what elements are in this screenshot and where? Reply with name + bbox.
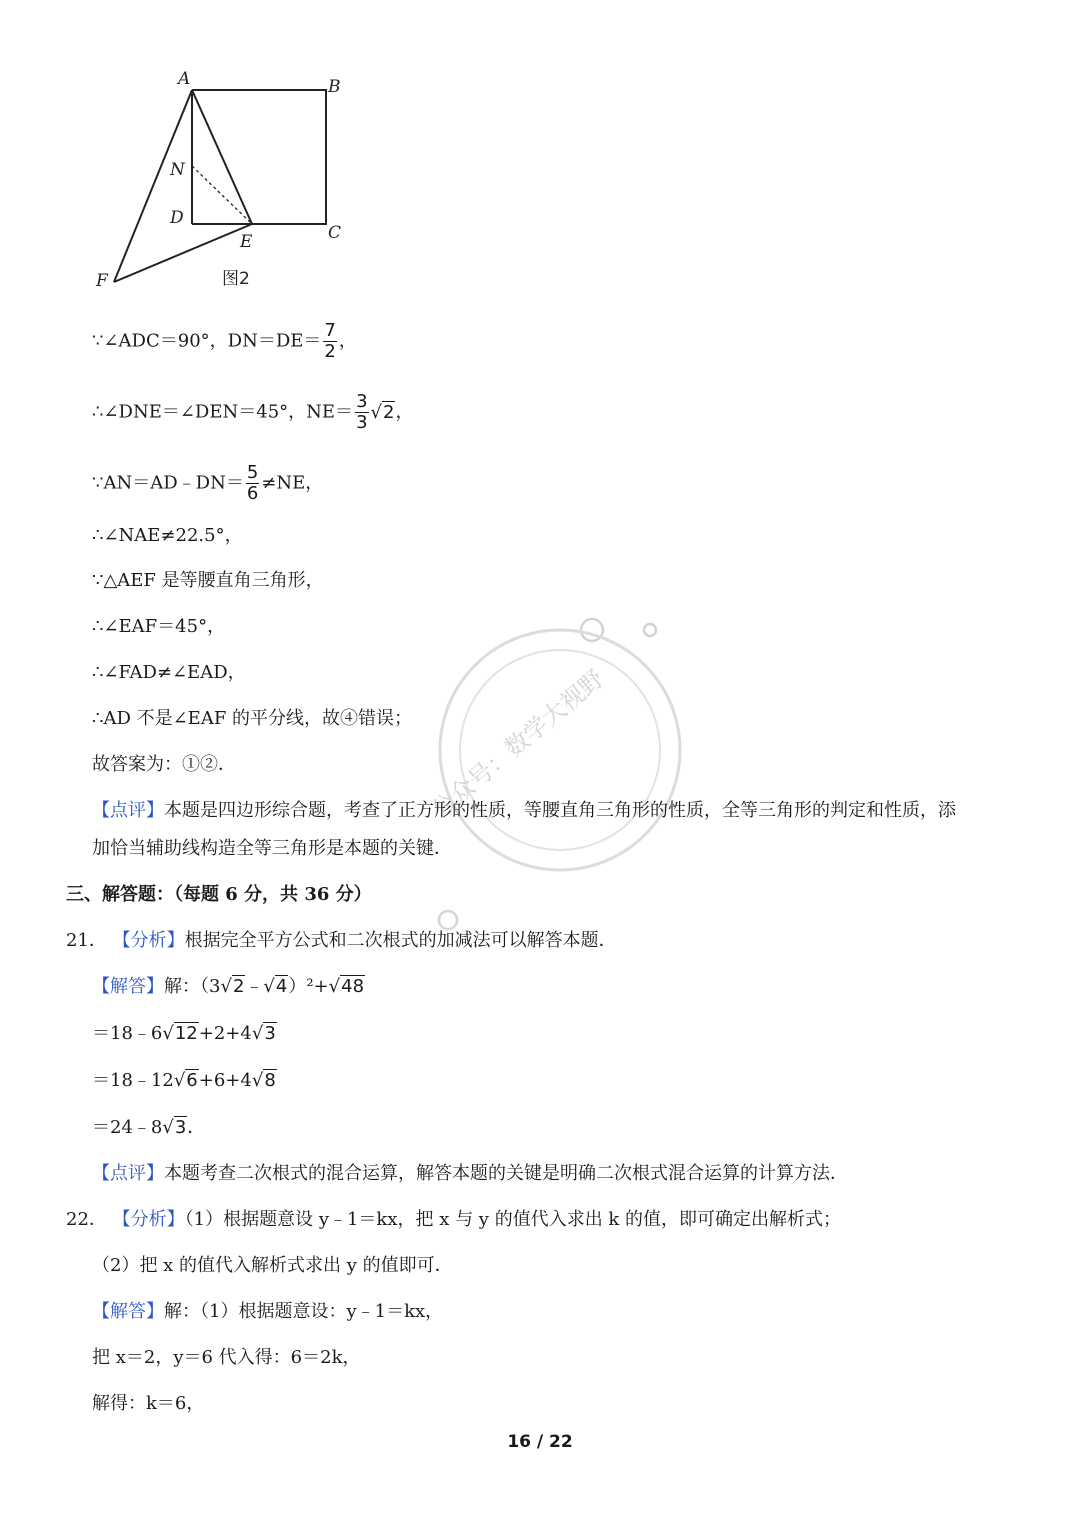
- solve-tag: 【解答】: [92, 1301, 164, 1322]
- q22-analysis: [66, 1208, 841, 1232]
- section-3-title: 三、解答题：（每题 6 分，共 36 分）: [66, 884, 372, 905]
- fraction-5-6: [246, 463, 259, 504]
- fraction-numerator: 3: [356, 391, 368, 412]
- review-text-a: 本题是四边形综合题，考查了正方形的性质，等腰直角三角形的性质，全等三角形的判定和性质，添: [164, 800, 956, 821]
- q22-solution: [92, 1300, 443, 1324]
- watermark-text: 公众号：数学大视野: [425, 664, 610, 825]
- q21-analysis-text: 根据完全平方公式和二次根式的加减法可以解答本题．: [184, 930, 617, 951]
- sqrt-3: √3: [162, 1117, 187, 1138]
- sqrt-4: √4: [263, 976, 288, 997]
- q22-number: 22．: [66, 1209, 107, 1230]
- proof-line-1: [92, 321, 357, 362]
- proof-line-3: [92, 463, 323, 504]
- q21-step-2: [92, 1022, 277, 1046]
- radicand: 2: [232, 976, 245, 997]
- proof-line-7: ∴∠FAD≠∠EAD，: [92, 662, 246, 683]
- q21-solve-prefix: 解：（3: [164, 976, 221, 997]
- minus-sign: ﹣: [245, 976, 264, 997]
- analysis-tag: 【分析】: [112, 1209, 185, 1230]
- step-text: +6+4: [198, 1070, 252, 1091]
- review-tag: 【点评】: [92, 1163, 164, 1184]
- label-C: C: [328, 223, 342, 243]
- watermark-ring-outer: [440, 630, 680, 870]
- dashed-NE: [192, 166, 252, 224]
- radicand: 6: [186, 1070, 198, 1091]
- q21-review: [92, 1162, 848, 1186]
- sqrt-2: √2: [220, 976, 245, 997]
- watermark-dot-bottom: [439, 911, 457, 929]
- line1-text: ∵∠ADC＝90°，DN＝DE＝: [92, 330, 322, 352]
- sqrt-8: √8: [251, 1070, 276, 1091]
- line1-tail: ，: [338, 330, 357, 352]
- proof-line-5: ∵△AEF 是等腰直角三角形，: [92, 570, 324, 591]
- q22-analysis-2: （2）把 x 的值代入解析式求出 y 的值即可．: [92, 1255, 453, 1276]
- fraction-numerator: 7: [324, 320, 336, 341]
- proof-line-6: ∴∠EAF＝45°，: [92, 616, 226, 637]
- page-number: 16 / 22: [507, 1432, 573, 1452]
- analysis-tag: 【分析】: [112, 930, 185, 951]
- fraction-denominator: 2: [324, 341, 336, 362]
- fraction-numerator: 5: [246, 462, 259, 483]
- step-text: +2+4: [198, 1023, 252, 1044]
- radicand: 4: [275, 976, 288, 997]
- proof-line-2: [92, 392, 413, 433]
- review-tag: 【点评】: [92, 800, 164, 821]
- sqrt-2: √2: [370, 401, 395, 423]
- power-plus: ）²+: [288, 976, 329, 997]
- step-text: ＝18﹣6: [92, 1023, 163, 1044]
- solve-tag: 【解答】: [92, 976, 164, 997]
- radicand: 12: [174, 1023, 198, 1044]
- label-E: E: [240, 232, 253, 252]
- sqrt-12: √12: [162, 1023, 198, 1044]
- sqrt-48: √48: [328, 976, 365, 997]
- fraction-denominator: 6: [246, 483, 259, 504]
- q22-solve-2: 把 x＝2，y＝6 代入得：6＝2k，: [92, 1347, 361, 1368]
- step-text: ＝24﹣8: [92, 1117, 163, 1138]
- radicand: 3: [174, 1117, 187, 1138]
- radicand: 48: [341, 976, 365, 997]
- step-text: ．: [187, 1117, 206, 1138]
- q21-step-4: [92, 1116, 205, 1140]
- line3-tail: ≠NE，: [261, 472, 324, 494]
- q22-analysis-text-1: （1）根据题意设 y﹣1＝kx，把 x 与 y 的值代入求出 k 的值，即可确定出解析式；: [184, 1209, 842, 1230]
- watermark-stamp: [420, 610, 700, 940]
- sqrt-6: √6: [173, 1070, 198, 1091]
- label-A: A: [178, 69, 191, 89]
- answer-line: 故答案为：①②．: [92, 754, 236, 775]
- watermark-dot-large: [581, 619, 603, 641]
- q21-review-text: 本题考查二次根式的混合运算，解答本题的关键是明确二次根式混合运算的计算方法．: [164, 1163, 848, 1184]
- q21-analysis: [66, 929, 617, 953]
- proof-line-8: ∴AD 不是∠EAF 的平分线，故④错误；: [92, 708, 413, 729]
- geometry-figure: [90, 66, 360, 296]
- review-paragraph-1-cont: 加恰当辅助线构造全等三角形是本题的关键．: [92, 838, 452, 859]
- label-B: B: [328, 77, 341, 97]
- sqrt-3: √3: [251, 1023, 276, 1044]
- watermark-dot-small: [644, 624, 656, 636]
- radicand: 2: [383, 401, 395, 423]
- square-outline: [192, 90, 326, 224]
- line3-text: ∵AN＝AD﹣DN＝: [92, 472, 244, 494]
- q21-number: 21．: [66, 930, 107, 951]
- q21-solution: [92, 975, 365, 999]
- radicand: 8: [264, 1070, 276, 1091]
- label-N: N: [170, 160, 185, 180]
- fraction-7-2: [323, 321, 336, 362]
- q22-solve-3: 解得：k＝6，: [92, 1393, 205, 1414]
- radicand: 3: [264, 1023, 276, 1044]
- label-D: D: [170, 208, 184, 228]
- label-F: F: [96, 271, 108, 291]
- review-paragraph-1: [92, 799, 956, 823]
- q21-step-3: [92, 1069, 277, 1093]
- step-text: ＝18﹣12: [92, 1070, 174, 1091]
- fraction-3-3: [355, 392, 368, 433]
- q22-solve-1: 解：（1）根据题意设：y﹣1＝kx，: [164, 1301, 444, 1322]
- figure-caption: 图2: [222, 269, 250, 289]
- line2-text: ∴∠DNE＝∠DEN＝45°，NE＝: [92, 401, 354, 423]
- segment-AE: [192, 90, 252, 224]
- fraction-denominator: 3: [356, 412, 368, 433]
- proof-line-4: ∴∠NAE≠22.5°，: [92, 525, 243, 546]
- line2-tail: ，: [395, 401, 414, 423]
